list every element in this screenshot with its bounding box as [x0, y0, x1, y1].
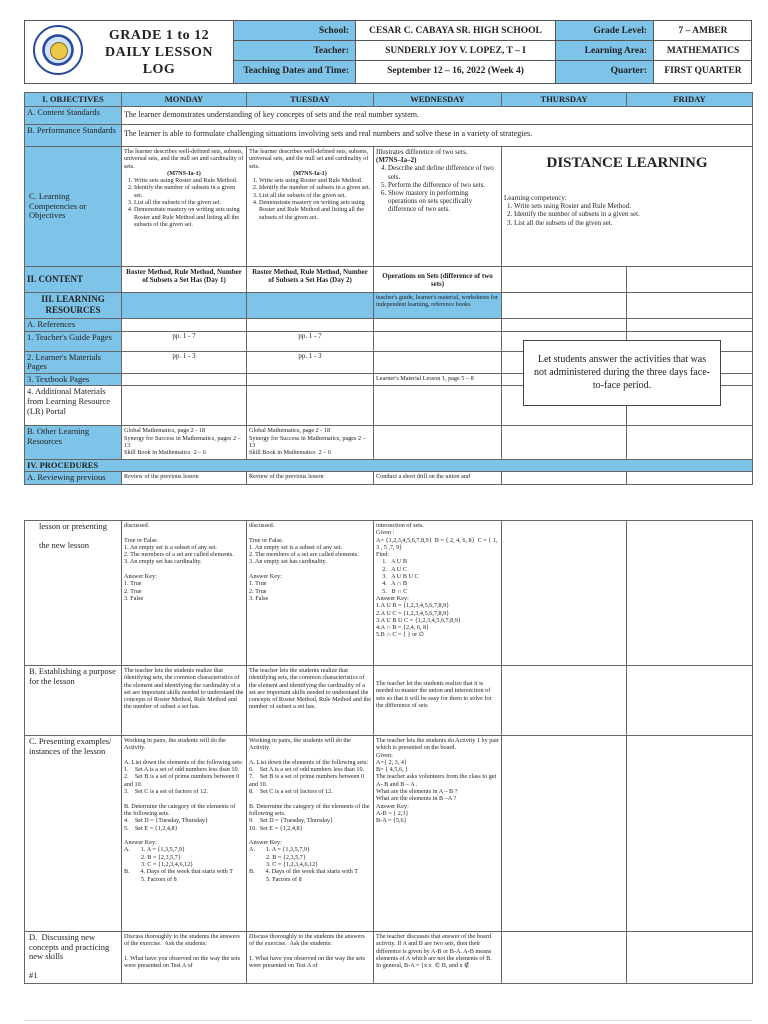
review-label-cont: lesson or presenting the new lesson — [25, 521, 122, 666]
col-thursday: THURSDAY — [502, 93, 627, 107]
dates-label: Teaching Dates and Time: — [233, 61, 355, 83]
friday-resources — [627, 293, 753, 319]
competencies-label: C. Learning Competencies or Objectives — [25, 147, 122, 267]
monday-other-resources: Global Mathematics, page 2 - 18 Synergy for Success in Mathematics, pages 2 – 13 Skill Book in Mathematics 2 – 6 — [122, 426, 247, 460]
thursday-examples — [502, 736, 627, 932]
dll-header — [24, 20, 752, 84]
monday-purpose: The teacher lets the students realize that identifying sets, the common characteristics of the element and identifying the cardinality of a set are important skills needed to understand the concepts of Roster Method, Rule Method and the number of subset a set has. — [122, 666, 247, 736]
school-label: School: — [233, 21, 355, 41]
tuesday-review-cont: discussed. True or False. 1. An empty set is a subset of any set. 2. The members of a set are called elements. 3. An empty set has cardinality. Answer Key: 1. True 2. True 3. False — [247, 521, 374, 666]
resources-label: III. LEARNING RESOURCES — [25, 293, 122, 319]
monday-review: Review of the previous lesson — [122, 472, 247, 485]
wednesday-additional — [374, 386, 502, 426]
monday-textbook — [122, 373, 247, 386]
monday-content: Roster Method, Rule Method, Number of Subsets a Set Has (Day 1) — [122, 267, 247, 293]
monday-resources — [122, 293, 247, 319]
page-bottom-divider — [24, 1020, 752, 1021]
header-info-grid — [233, 21, 752, 83]
tuesday-discussing: Discuss thoroughly to the students the answers of the exercise. Ask the students: 1. What have you observed on the way the sets were presented on Test A of — [247, 932, 374, 984]
col-tuesday: TUESDAY — [247, 93, 374, 107]
additional-materials-label: 4. Additional Materials from Learning Resource (LR) Portal — [25, 386, 122, 426]
wednesday-lm — [374, 351, 502, 373]
tuesday-competencies: The learner describes well-defined sets, subsets, universal sets, and the null set and cardinality of sets. (M7NS-Ia-1) 1. Write sets using Roster and Rule Method. 2. Identify the number of subsets in a given set. 3. List all the subsets of the given set. 4. Demonstrate mastery on writing sets using Roster and Rule Method and listing all the subsets of the given set. — [247, 147, 374, 267]
friday-references — [627, 319, 753, 332]
tuesday-review: Review of the previous lesson — [247, 472, 374, 485]
grade-label: Grade Level: — [555, 21, 653, 41]
wednesday-tg — [374, 331, 502, 351]
wednesday-resources: teacher's guide, learner's material, worksheets for independent learning, reference books — [374, 293, 502, 319]
content-standards-text: The learner demonstrates understanding of key concepts of sets and the real number system. — [122, 107, 753, 125]
wednesday-review-cont: intersection of sets. Given : A= {1,2,3,4,5,6,7,8,9} B = { 2, 4, 6, 8} C = { 1, 3 , 5 ,7, 9} Find: 1. A U B 2. A U C 3. A U B U C 4. A ∩ B 5. B ∩ C Answer Key: 1.A U B = {1,2,3,4,5,6,7,8,9} 2.A U C = {1,2,3,4,5,6,7,8,9} 3.A U B U C = {1,2,3,4,5,6,7,8,9} 4.A ∩ B = {2,4, 6, 8} 5.B ∩ C = { } or ∅ — [374, 521, 502, 666]
monday-examples: Working in pairs, the students will do the Activity. A. List down the elements of the following sets: 1. Set A is a set of odd numbers less than 10. 2. Set B is a set of prime numbers between 0 and 10. 3. Set C is a set of factors of 12. B. Determine the category of the elements of the following sets. 4. Set D = {Tuesday, Thursday} 5. Set E = {1,2,4,8} Answer Key: A. 1. A = {1,3,5,7,9} 2. B = {2,3,5,7} 3. C = {1,2,3,4,6,12} B. 4. Days of the week that starts with T 5. Factors of 8 — [122, 736, 247, 932]
tg-label: 1. Teacher's Guide Pages — [25, 331, 122, 351]
tuesday-resources — [247, 293, 374, 319]
wednesday-references — [374, 319, 502, 332]
monday-discussing: Discuss thoroughly to the students the answers of the exercise. Ask the students: 1. What have you observed on the way the sets were presented on Test A of — [122, 932, 247, 984]
wednesday-competencies: Illustrates difference of two sets. (M7NS–Ia–2) 4. Describe and define difference of two sets. 5. Perform the difference of two sets. 6. Show mastery in performing operations on sets specifically difference of two sets. — [374, 147, 502, 267]
quarter-label: Quarter: — [555, 61, 653, 83]
friday-purpose — [627, 666, 753, 736]
friday-examples — [627, 736, 753, 932]
performance-standards-text: The learner is able to formulate challenging situations involving sets and real numbers and solve these in a variety of strategies. — [122, 125, 753, 147]
tuesday-additional — [247, 386, 374, 426]
area-label: Learning Area: — [555, 41, 653, 61]
tuesday-other-resources: Global Mathematics, page 2 - 18 Synergy for Success in Mathematics, pages 2 – 13 Skill Book in Mathematics 2 – 6 — [247, 426, 374, 460]
monday-lm: pp. 1 - 3 — [122, 351, 247, 373]
tuesday-references — [247, 319, 374, 332]
wednesday-review: Conduct a short drill on the union and — [374, 472, 502, 485]
textbook-label: 3. Textbook Pages — [25, 373, 122, 386]
document-title: GRADE 1 to 12 DAILY LESSON LOG — [104, 28, 214, 77]
grade-value: 7 – AMBER — [653, 21, 752, 41]
thursday-discussing — [502, 932, 627, 984]
examples-label: C. Presenting examples/ instances of the lesson — [25, 736, 122, 932]
lesson-table-page1 — [24, 92, 753, 485]
friday-content — [627, 267, 753, 293]
friday-review — [627, 472, 753, 485]
wednesday-examples: The teacher lets the students do Activity 1 by pair which is presented on the board. Given: A={ 2, 3, 4} B= { 4,5,6, } The teacher asks volunteers from the class to get A- B and B – A . What are the elements in A – B ? What are the elements in B –A ? Answer Key: A-B = { 2,3} B-A = {5,6} — [374, 736, 502, 932]
dates-value: September 12 – 16, 2022 (Week 4) — [355, 61, 555, 83]
tuesday-content: Roster Method, Rule Method, Number of Subsets a Set Has (Day 2) — [247, 267, 374, 293]
wednesday-discussing: The teacher discusses that answer of the board activity. If A and B are two sets, then their difference is given by A-B or B-A. A-B means elements of A which are not the elements of B. In general, B-A = {x:x ∈ B, and x ∉ — [374, 932, 502, 984]
col-monday: MONDAY — [122, 93, 247, 107]
distance-learning-cell: DISTANCE LEARNING Learning competency: 1. Write sets using Roster and Rule Method. 2. Identify the number of subsets in a given set. 3. List all the subsets of the given set. — [502, 147, 753, 267]
wednesday-textbook: Learner's Material Lesson 1, page 5 – 8 — [374, 373, 502, 386]
school-value: CESAR C. CABAYA SR. HIGH SCHOOL — [355, 21, 555, 41]
friday-other-resources — [627, 426, 753, 460]
content-label: II. CONTENT — [25, 267, 122, 293]
monday-references — [122, 319, 247, 332]
monday-competencies: The learner describes well-defined sets, subsets, universal sets, and the null set and cardinality of sets. (M7NS-Ia-1) 1. Write sets using Roster and Rule Method. 2. Identify the number of subsets in a given set. 3. List all the subsets of the given set. 4. Demonstrate mastery on writing sets using Roster and Rule Method and listing all the subsets of the given set. — [122, 147, 247, 267]
purpose-label: B. Establishing a purpose for the lesson — [25, 666, 122, 736]
monday-additional — [122, 386, 247, 426]
friday-discussing — [627, 932, 753, 984]
col-wednesday: WEDNESDAY — [374, 93, 502, 107]
monday-review-cont: discussed. True or False. 1. An empty set is a subset of any set. 2. The members of a set are called elements. 3. An empty set has cardinality. Answer Key: 1. True 2. True 3. False — [122, 521, 247, 666]
thursday-review-cont — [502, 521, 627, 666]
tuesday-textbook — [247, 373, 374, 386]
tuesday-examples: Working in pairs, the students will do the Activity. A. List down the elements of the following sets: 6. Set A is a set of odd numbers less than 10. 7. Set B is a set of prime numbers between 0 and 10. 8. Set C is a set of factors of 12. B. Determine the category of the elements of the following sets. 9. Set D = {Tuesday, Thursday} 10. Set E = {1,2,4,8} Answer Key: A. 1. A = {1,3,5,7,9} 2. B = {2,3,5,7} 3. C = {1,2,3,4,6,12} B. 4. Days of the week that starts with T 5. Factors of 8 — [247, 736, 374, 932]
thursday-other-resources — [502, 426, 627, 460]
deped-seal-icon — [33, 25, 83, 75]
thursday-purpose — [502, 666, 627, 736]
distance-learning-note: Let students answer the activities that was not administered during the three days face-to-face period. — [523, 340, 721, 406]
thursday-resources — [502, 293, 627, 319]
content-standards-label: A. Content Standards — [25, 107, 122, 125]
area-value: MATHEMATICS — [653, 41, 752, 61]
teacher-label: Teacher: — [233, 41, 355, 61]
wednesday-other-resources — [374, 426, 502, 460]
reviewing-label: A. Reviewing previous — [25, 472, 122, 485]
references-label: A. References — [25, 319, 122, 332]
lm-label: 2. Learner's Materials Pages — [25, 351, 122, 373]
thursday-references — [502, 319, 627, 332]
quarter-value: FIRST QUARTER — [653, 61, 752, 83]
friday-review-cont — [627, 521, 753, 666]
other-resources-label: B. Other Learning Resources — [25, 426, 122, 460]
wednesday-content: Operations on Sets (difference of two sets) — [374, 267, 502, 293]
thursday-review — [502, 472, 627, 485]
thursday-content — [502, 267, 627, 293]
discussing-label: D. Discussing new concepts and practicing new skills #1 — [25, 932, 122, 984]
col-friday: FRIDAY — [627, 93, 753, 107]
tuesday-lm: pp. 1 - 3 — [247, 351, 374, 373]
monday-tg: pp. 1 - 7 — [122, 331, 247, 351]
performance-standards-label: B. Performance Standards — [25, 125, 122, 147]
distance-learning-title: DISTANCE LEARNING — [546, 155, 708, 171]
col-objectives: I. OBJECTIVES — [25, 93, 122, 107]
lesson-table-page2 — [24, 520, 753, 984]
wednesday-purpose: The teacher let the students realize that it is needed to master the union and intersection of sets so that it will be easy for them to solve for the difference of sets — [374, 666, 502, 736]
teacher-value: SUNDERLY JOY V. LOPEZ, T – I — [355, 41, 555, 61]
tuesday-purpose: The teacher lets the students realize that identifying sets, the common characteristics of the element and identifying the cardinality of a set are important skills needed to understand the concepts of Roster Method, Rule Method and the number of subset a set has. — [247, 666, 374, 736]
tuesday-tg: pp. 1 - 7 — [247, 331, 374, 351]
procedures-label: IV. PROCEDURES — [25, 460, 753, 472]
